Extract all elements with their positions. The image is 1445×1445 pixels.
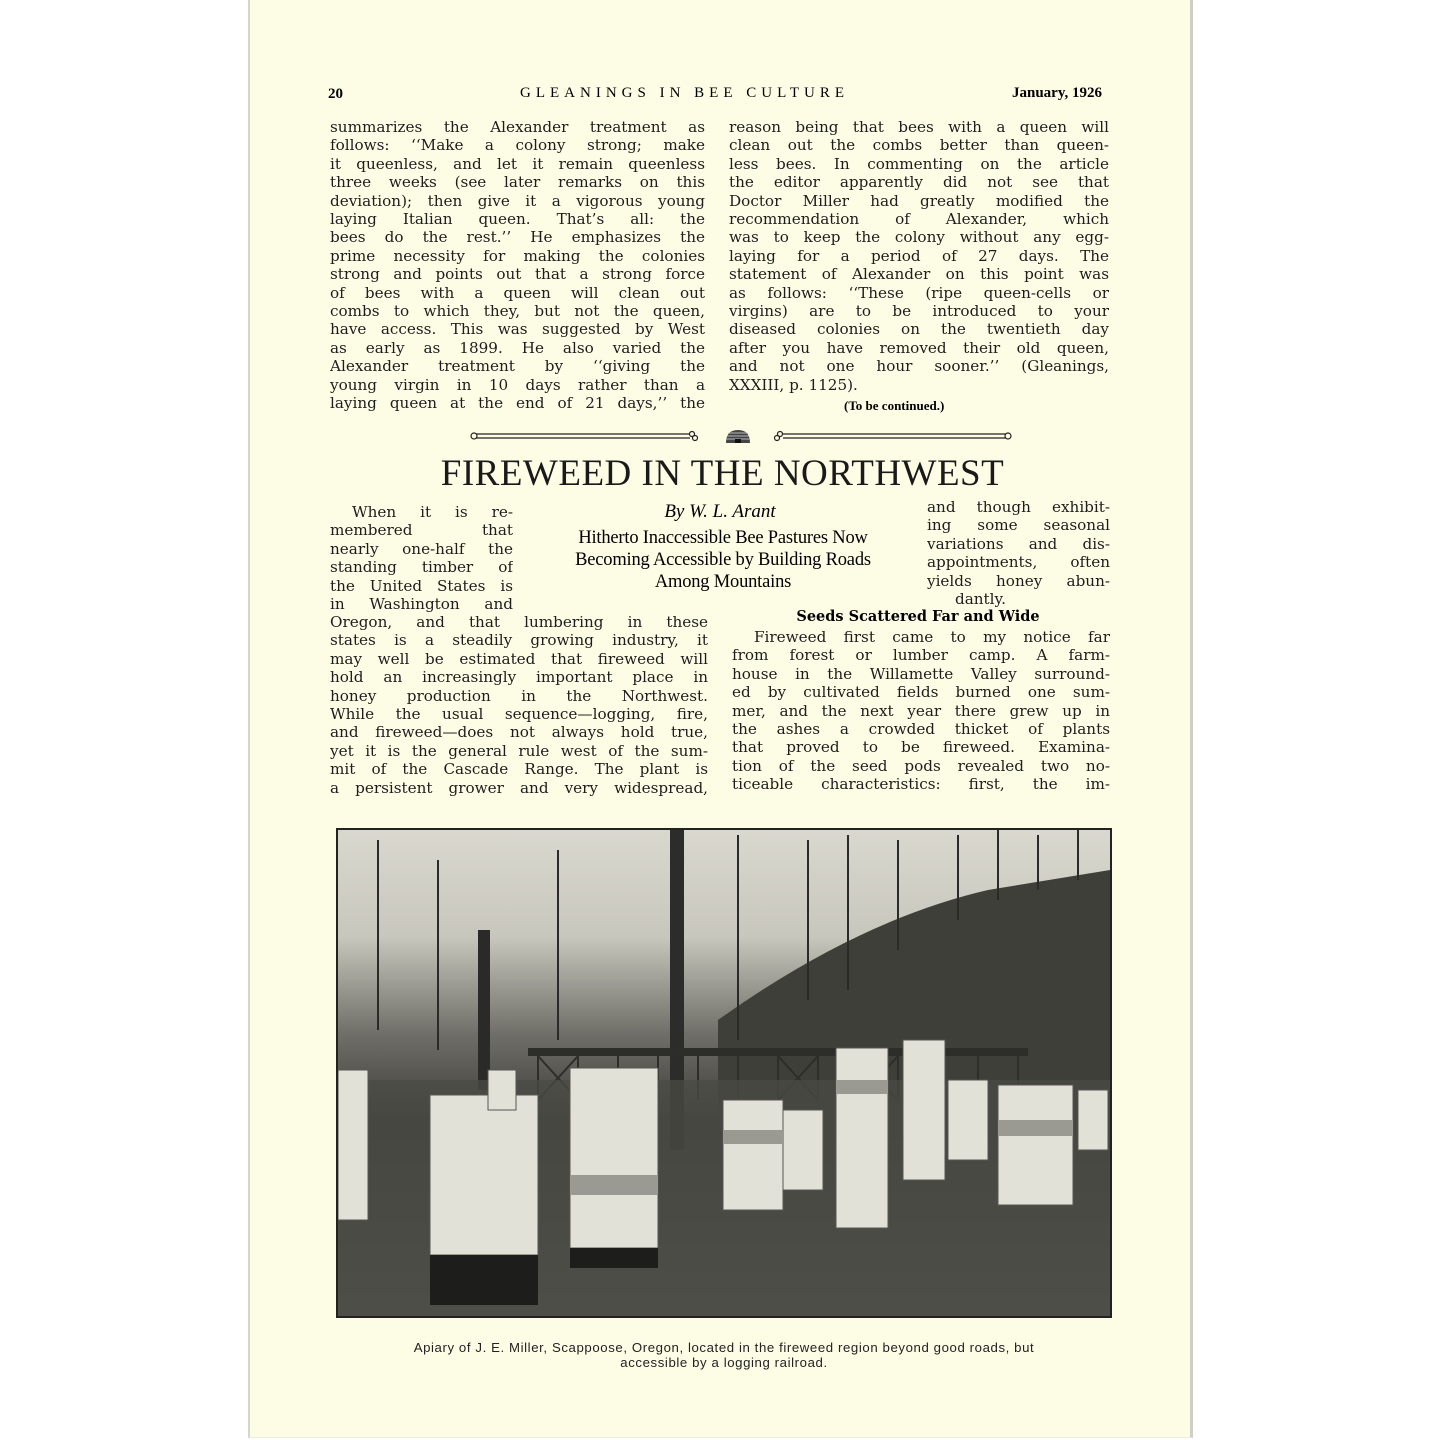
caption-line: accessible by a logging railroad. (620, 1355, 828, 1370)
text-line: less bees. In commenting on the article (729, 154, 1109, 173)
text-line: that proved to be fireweed. Examina- (732, 738, 1110, 757)
text-line: Doctor Miller had greatly modified the (729, 191, 1109, 210)
text-line: and fireweed—does not always hold true, (330, 723, 708, 742)
author-byline: By W. L. Arant (664, 501, 776, 522)
to-be-continued-note: (To be continued.) (844, 398, 945, 413)
text-line: was to keep the colony without any egg- (729, 228, 1109, 247)
article-right-narrow-column (927, 498, 1110, 608)
photo-illustration (338, 830, 1110, 1316)
text-line: While the usual sequence—logging, fire, (330, 705, 708, 724)
article-subtitle-deck (518, 527, 928, 593)
text-line: dantly. (955, 590, 1006, 609)
ornamental-divider-beehive-icon (468, 428, 1014, 444)
text-line: the United States is (330, 576, 513, 595)
article-left-narrow-column (330, 503, 513, 613)
text-line: statement of Alexander on this point was (729, 265, 1109, 284)
article-left-column (330, 613, 708, 797)
text-line: reason being that bees with a queen will (729, 118, 1109, 136)
deck-line: Hitherto Inaccessible Bee Pastures Now (578, 528, 868, 548)
text-line: strong and points out that a strong force (330, 265, 705, 284)
text-line: When it is re- (352, 503, 513, 521)
text-line: and not one hour sooner.’’ (Gleanings, (729, 357, 1109, 376)
article-title: FIREWEED IN THE NORTHWEST (440, 453, 1005, 494)
text-line: deviation); then give it a vigorous young (330, 191, 705, 210)
text-line: Fireweed first came to my notice far (754, 628, 1110, 646)
prev-article-left-column (330, 118, 705, 413)
deck-line: Becoming Accessible by Building Roads (575, 550, 871, 570)
text-line: Oregon, and that lumbering in these (330, 613, 708, 631)
text-line: hold an increasingly important place in (330, 668, 708, 687)
section-subheading: Seeds Scattered Far and Wide (796, 608, 1040, 625)
text-line: laying Italian queen. That’s all: the (330, 210, 705, 229)
text-line: laying for a period of 27 days. The (729, 246, 1109, 265)
publication-title: GLEANINGS IN BEE CULTURE (520, 85, 850, 101)
magazine-page (248, 0, 1193, 1438)
article-right-column (732, 628, 1110, 794)
text-line: states is a steadily growing industry, it (330, 631, 708, 650)
text-line: virgins) are to be introduced to your (729, 302, 1109, 321)
text-line: Alexander treatment by ‘‘giving the (330, 357, 705, 376)
text-line: may well be estimated that fireweed will (330, 649, 708, 668)
text-line: from forest or lumber camp. A farm- (732, 646, 1110, 665)
text-line: XXXIII, p. 1125). (729, 375, 858, 394)
text-line: diseased colonies on the twentieth day (729, 320, 1109, 339)
text-line: house in the Willamette Valley surround- (732, 664, 1110, 683)
text-line: in Washington and (330, 595, 513, 614)
text-line: standing timber of (330, 558, 513, 577)
text-line: nearly one-half the (330, 539, 513, 558)
text-line: after you have removed their old queen, (729, 338, 1109, 357)
text-line: mit of the Cascade Range. The plant is (330, 760, 708, 779)
running-header (328, 86, 1102, 108)
text-line: follows: ‘‘Make a colony strong; make (330, 136, 705, 155)
text-line: as early as 1899. He also varied the (330, 338, 705, 357)
page-number: 20 (328, 86, 343, 102)
photo-caption (336, 1340, 1112, 1370)
text-line: young virgin in 10 days rather than a (330, 375, 705, 394)
text-line: yields honey abun- (927, 571, 1110, 590)
issue-date: January, 1926 (1011, 85, 1102, 101)
text-line: membered that (330, 521, 513, 540)
text-line: of bees with a queen will clean out (330, 283, 705, 302)
text-line: ticeable characteristics: first, the im- (732, 775, 1110, 794)
text-line: and though exhibit- (927, 498, 1110, 516)
deck-line: Among Mountains (654, 572, 792, 592)
text-line: as follows: ‘‘These (ripe queen-cells or (729, 283, 1109, 302)
text-line: prime necessity for making the colonies (330, 246, 705, 265)
text-line: a persistent grower and very widespread, (330, 778, 708, 797)
text-line: combs to which they, but not the queen, (330, 302, 705, 321)
text-line: variations and dis- (927, 534, 1110, 553)
text-line: the editor apparently did not see that (729, 173, 1109, 192)
text-line: the ashes a crowded thicket of plants (732, 720, 1110, 739)
caption-line: Apiary of J. E. Miller, Scappoose, Oregon, located in the fireweed region beyond good roads, but (413, 1340, 1035, 1355)
text-line: ed by cultivated fields burned one sum- (732, 683, 1110, 702)
text-line: have access. This was suggested by West (330, 320, 705, 339)
text-line: ing some seasonal (927, 516, 1110, 535)
text-line: clean out the combs better than queen- (729, 136, 1109, 155)
text-line: laying queen at the end of 21 days,’’ the (330, 394, 705, 413)
text-line: mer, and the next year there grew up in (732, 701, 1110, 720)
text-line: three weeks (see later remarks on this (330, 173, 705, 192)
apiary-photograph (336, 828, 1112, 1318)
text-line: bees do the rest.’’ He emphasizes the (330, 228, 705, 247)
text-line: tion of the seed pods revealed two no- (732, 756, 1110, 775)
text-line: appointments, often (927, 553, 1110, 572)
text-line: honey production in the Northwest. (330, 686, 708, 705)
text-line: it queenless, and let it remain queenless (330, 154, 705, 173)
text-line: yet it is the general rule west of the sum- (330, 741, 708, 760)
text-line: recommendation of Alexander, which (729, 210, 1109, 229)
text-line: summarizes the Alexander treatment as (330, 118, 705, 136)
prev-article-right-column (729, 118, 1109, 394)
